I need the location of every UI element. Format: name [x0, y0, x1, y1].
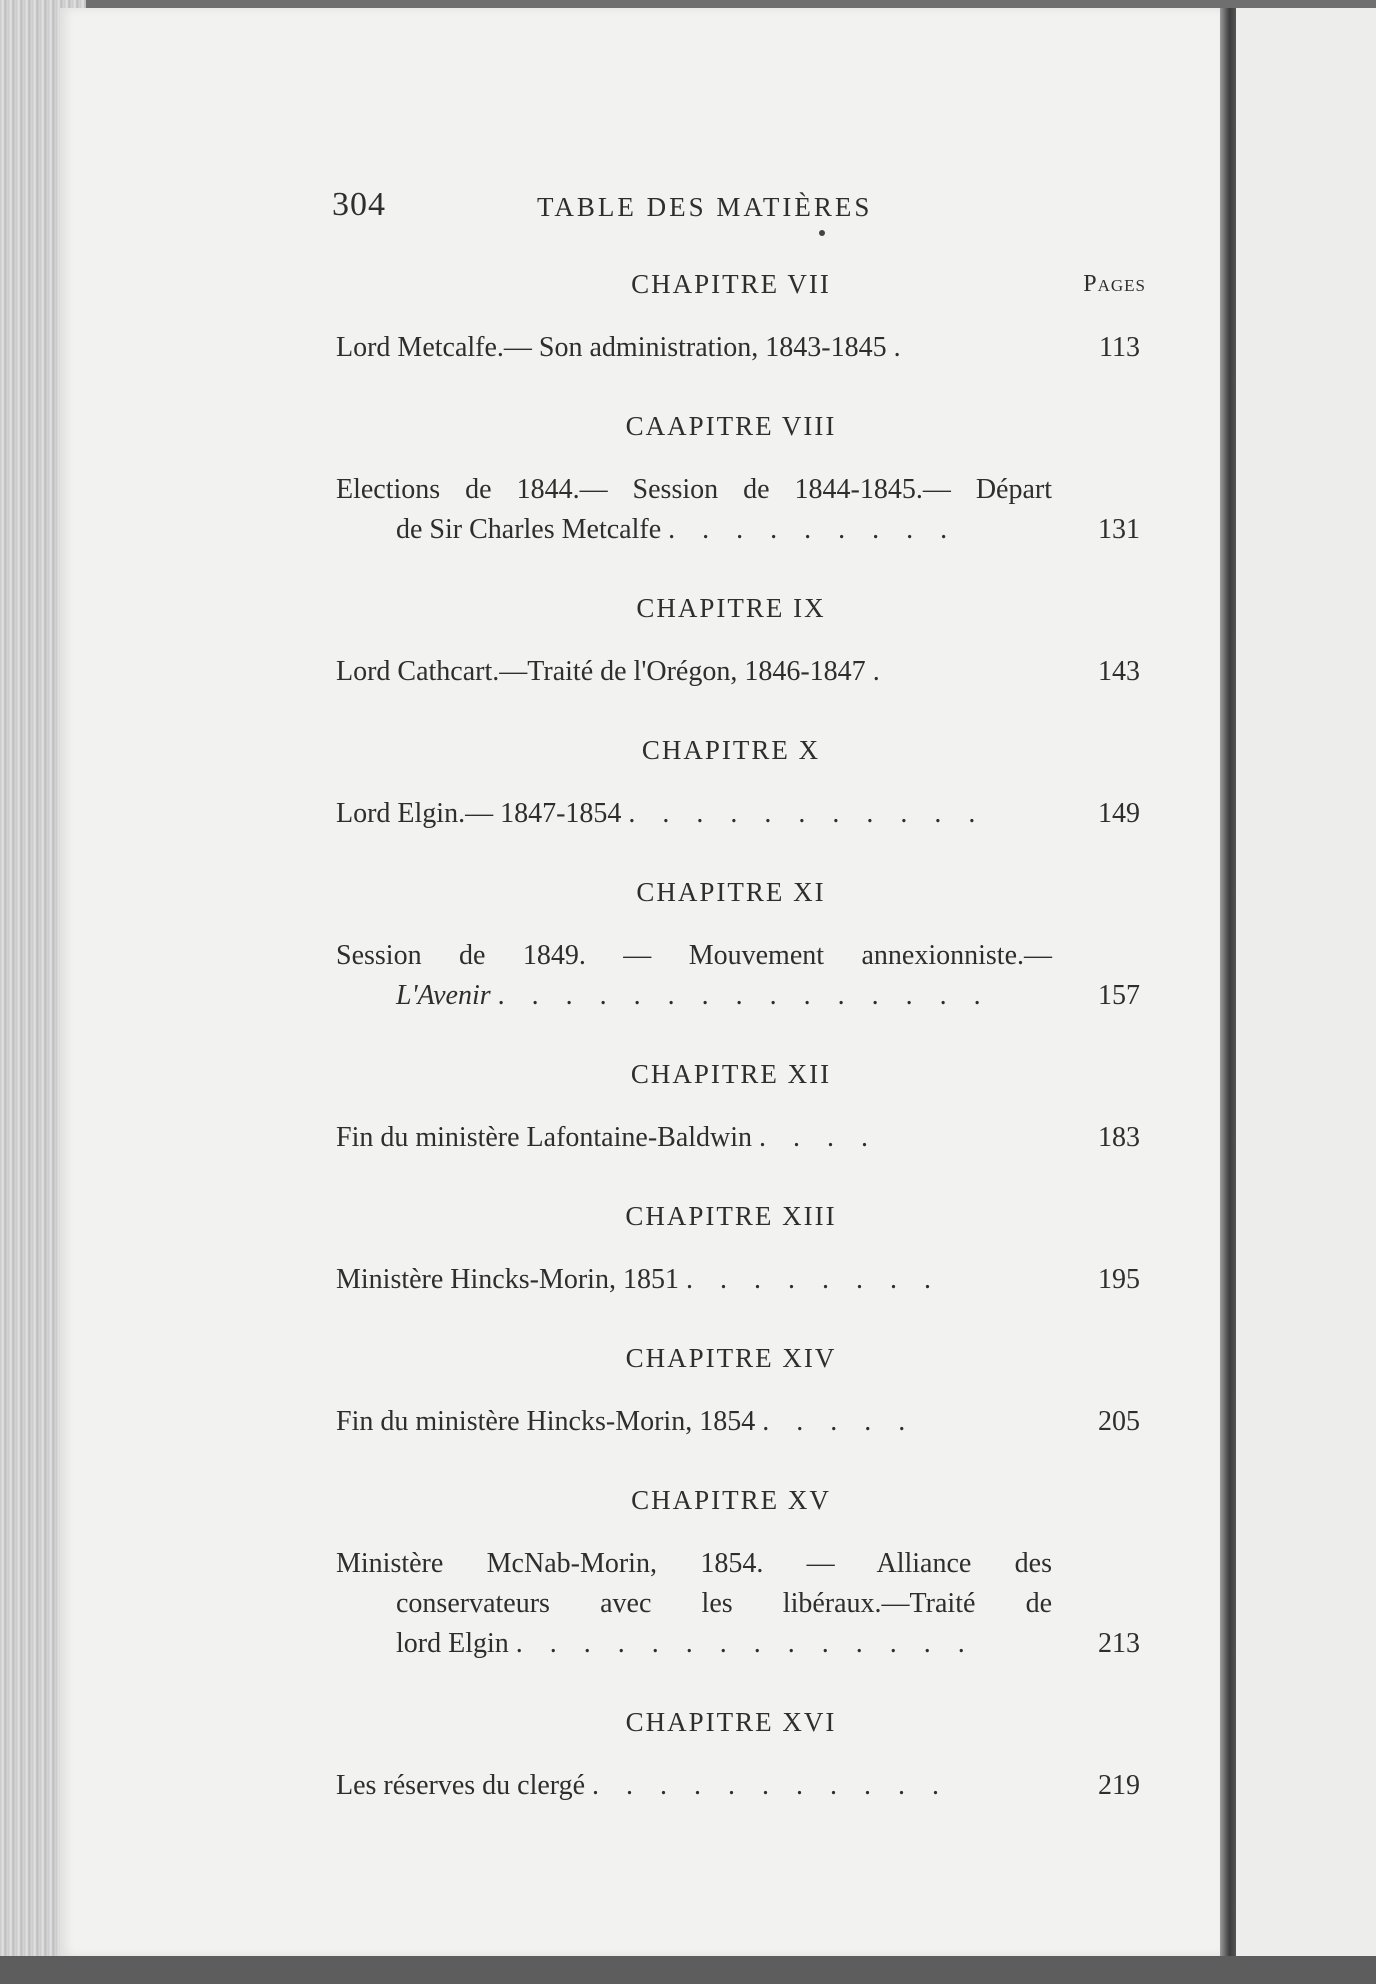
dot-leader: . [872, 656, 890, 687]
entry-line: Fin du ministère Hincks-Morin, 1854 . . . . . [336, 1406, 916, 1437]
entry-page-number: 131 [1098, 514, 1140, 545]
entry-line: Session de 1849. — Mouvement annexionniste.— [336, 940, 1052, 971]
chapter-heading: CHAPITRE XIII [625, 1201, 837, 1231]
toc-entry [336, 1544, 1142, 1664]
toc-entry [336, 652, 1142, 692]
entry-page-number: 219 [1098, 1770, 1140, 1801]
entry-line: de Sir Charles Metcalfe . . . . . . . . . [396, 514, 958, 545]
chapter-heading: CHAPITRE XV [631, 1485, 831, 1515]
toc-entry [336, 470, 1142, 550]
chapter-heading: CHAPITRE XIV [625, 1343, 837, 1373]
chapter-heading: CHAPITRE XI [636, 877, 826, 907]
entry-page-number: 183 [1098, 1122, 1140, 1153]
entry-line: Fin du ministère Lafontaine-Baldwin . . . . [336, 1122, 879, 1153]
dot-leader: . . . . . [762, 1406, 916, 1437]
entry-page-number: 113 [1099, 332, 1140, 363]
dot-leader: . . . . . . . . . . . . . . [515, 1628, 975, 1659]
facing-page [1236, 8, 1376, 1956]
chapter-heading: CHAPITRE IX [636, 593, 826, 623]
entry-page-number: 205 [1098, 1406, 1140, 1437]
entry-line: lord Elgin . . . . . . . . . . . . . . [396, 1628, 975, 1659]
chapter-heading: CHAPITRE XVI [625, 1707, 837, 1737]
entry-page-number: 157 [1098, 980, 1140, 1011]
ornament-dot [819, 230, 825, 236]
entry-line: L'Avenir . . . . . . . . . . . . . . . [396, 980, 991, 1011]
chapter-heading: CAAPITRE VIII [625, 411, 837, 441]
chapter-heading: CHAPITRE XII [630, 1059, 832, 1089]
page-number: 304 [332, 186, 386, 223]
chapter-heading: CHAPITRE X [641, 735, 821, 765]
entry-line: Lord Cathcart.—Traité de l'Orégon, 1846-1847 . [336, 656, 890, 687]
dot-leader: . . . . . . . . . [668, 514, 958, 545]
entry-line: Ministère Hincks-Morin, 1851 . . . . . . . . [336, 1264, 941, 1295]
pages-column-label: Pages [1083, 271, 1146, 297]
dot-leader: . . . . . . . . . . . [628, 798, 986, 829]
dot-leader: . . . . [759, 1122, 879, 1153]
dot-leader: . . . . . . . . . . . . . . . [497, 980, 991, 1011]
toc-entry [336, 1402, 1142, 1442]
toc-entry [336, 328, 1142, 368]
entry-page-number: 149 [1098, 798, 1140, 829]
page-title: TABLE DES MATIÈRES [537, 192, 873, 222]
book-gutter [1220, 8, 1236, 1956]
table-of-contents [336, 264, 1146, 1844]
toc-entry [336, 1766, 1142, 1806]
entry-line: Lord Elgin.— 1847-1854 . . . . . . . . . . . [336, 798, 986, 829]
scan-bottom-band [0, 1956, 1376, 1984]
entry-line: Lord Metcalfe.— Son administration, 1843-1845 . [336, 332, 911, 363]
entry-line: Ministère McNab-Morin, 1854. — Alliance des [336, 1548, 1052, 1579]
dot-leader: . [893, 332, 911, 363]
chapter-heading-label: CHAPITRE VII [631, 269, 831, 299]
toc-entry [336, 936, 1142, 1016]
entry-line: Les réserves du clergé . . . . . . . . . . . [336, 1770, 950, 1801]
entry-line: Elections de 1844.— Session de 1844-1845.— Départ [336, 474, 1052, 505]
chapter-heading [336, 264, 1146, 304]
toc-entry [336, 1118, 1142, 1158]
entry-page-number: 195 [1098, 1264, 1140, 1295]
entry-line: conservateurs avec les libéraux.—Traité de [396, 1588, 1052, 1619]
entry-page-number: 213 [1098, 1628, 1140, 1659]
running-head [332, 182, 1142, 242]
toc-entry [336, 1260, 1142, 1300]
dot-leader: . . . . . . . . [685, 1264, 941, 1295]
toc-entry [336, 794, 1142, 834]
entry-page-number: 143 [1098, 656, 1140, 687]
dot-leader: . . . . . . . . . . . [592, 1770, 950, 1801]
